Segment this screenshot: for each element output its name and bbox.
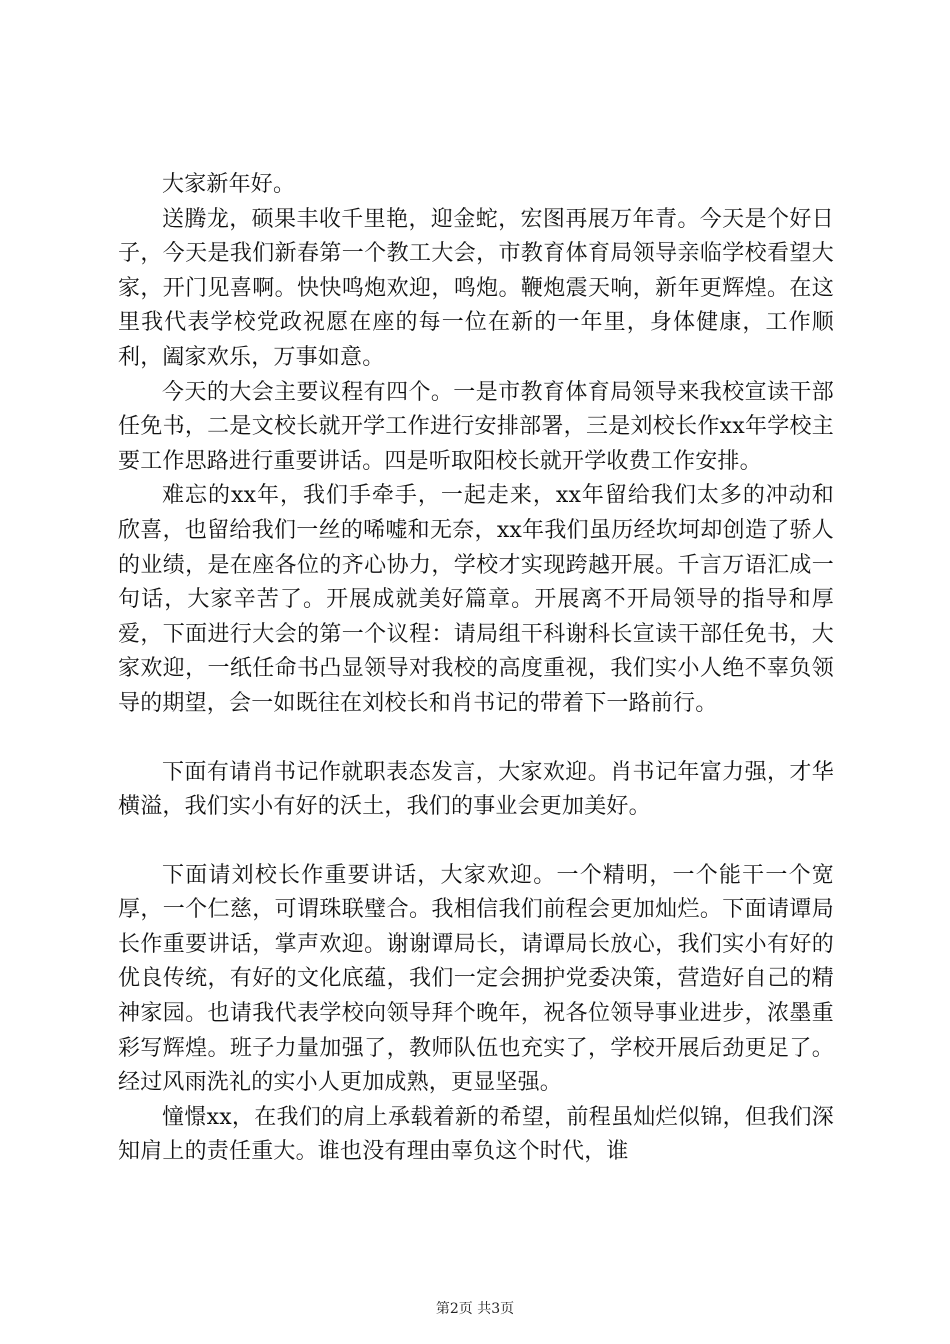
paragraph-principal-speech: 下面请刘校长作重要讲话，大家欢迎。一个精明，一个能干一个宽厚，一个仁慈，可谓珠联璧合。我相信我们前程会更加灿烂。下面请谭局长作重要讲话，掌声欢迎。谢谢谭局长，请谭局长放心，我们实小有好的优良传统，有好的文化底蕴，我们一定会拥护党委决策，营造好自己的精神家园。也请我代表学校向领导拜个晚年，祝各位领导事业进步，浓墨重彩写辉煌。班子力量加强了，教师队伍也充实了，学校开展后劲更足了。经过风雨洗礼的实小人更加成熟，更显坚强。 (118, 862, 834, 1096)
paragraph-spacer (118, 722, 834, 756)
paragraph-agenda: 今天的大会主要议程有四个。一是市教育体育局领导来我校宣读干部任免书，二是文校长就开学工作进行安排部署，三是刘校长作xx年学校主要工作思路进行重要讲话。四是听取阳校长就开学收费工作安排。 (118, 379, 834, 474)
paragraph-spacer (118, 825, 834, 859)
paragraph-new-year-wishes: 送腾龙，硕果丰收千里艳，迎金蛇，宏图再展万年青。今天是个好日子，今天是我们新春第一个教工大会，市教育体育局领导亲临学校看望大家，开门见喜啊。快快鸣炮欢迎，鸣炮。鞭炮震天响，新年更辉煌。在这里我代表学校党政祝愿在座的每一位在新的一年里，身体健康，工作顺利，阖家欢乐，万事如意。 (118, 206, 834, 370)
paragraph-outlook: 憧憬xx，在我们的肩上承载着新的希望，前程虽灿烂似锦，但我们深知肩上的责任重大。谁也没有理由辜负这个时代，谁 (118, 1104, 834, 1165)
paragraph-greeting: 大家新年好。 (162, 172, 296, 197)
page-number-footer: 第2页 共3页 (435, 1301, 515, 1317)
paragraph-secretary-speech: 下面有请肖书记作就职表态发言，大家欢迎。肖书记年富力强，才华横溢，我们实小有好的沃土，我们的事业会更加美好。 (118, 759, 834, 820)
paragraph-review: 难忘的xx年，我们手牵手，一起走来，xx年留给我们太多的冲动和欣喜，也留给我们一丝的唏嘘和无奈，xx年我们虽历经坎坷却创造了骄人的业绩，是在座各位的齐心协力，学校才实现跨越开展。千言万语汇成一句话，大家辛苦了。开展成就美好篇章。开展离不开局领导的指导和厚爱，下面进行大会的第一个议程：请局组干科谢科长宣读干部任免书，大家欢迎，一纸任命书凸显领导对我校的高度重视，我们实小人绝不辜负领导的期望，会一如既往在刘校长和肖书记的带着下一路前行。 (118, 483, 834, 716)
document-body (118, 168, 834, 1170)
